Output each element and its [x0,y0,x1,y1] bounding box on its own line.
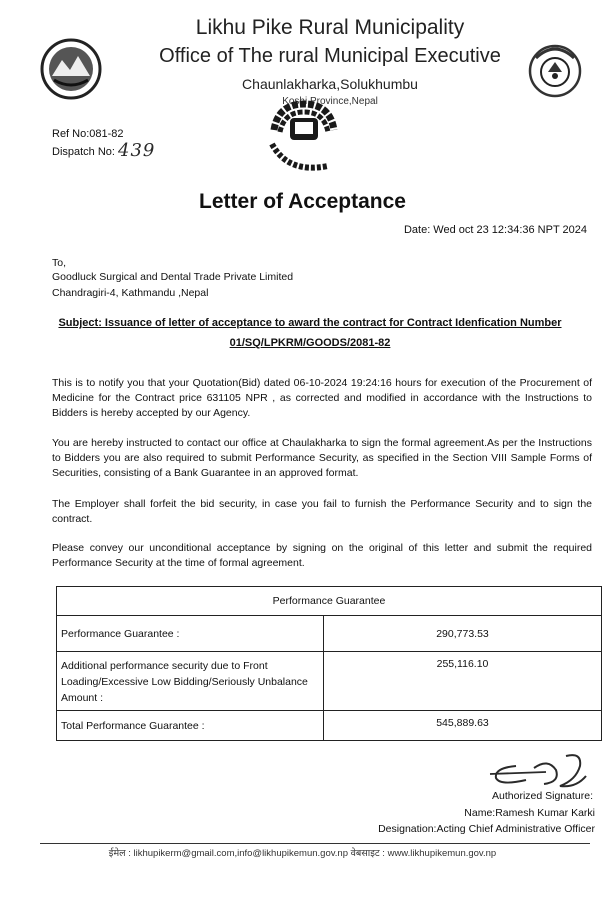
signatory-designation: Designation:Acting Chief Administrative Officer [378,823,595,835]
municipal-emblem-icon [40,38,102,100]
province-line: Koshi Province,Nepal [282,96,378,107]
signatory-name: Name:Ramesh Kumar Karki [464,807,595,819]
table-row [57,711,602,741]
letter-date: Date: Wed oct 23 12:34:36 NPT 2024 [403,224,587,236]
dispatch-number: 439 [118,140,156,161]
office-name: Office of The rural Municipal Executive [159,45,501,67]
row-value: 545,889.63 [324,711,602,741]
dispatch-label: Dispatch No: [52,146,115,158]
row-label: Additional performance security due to Front Loading/Excessive Low Bidding/Seriously Unbalance Amount : [57,652,324,711]
paragraph-acceptance: Please convey our unconditional acceptance by signing on the original of this letter and submit the required Performance Security at the time of formal agreement. [52,542,592,569]
table-row [57,616,602,652]
paragraph-instruction: You are hereby instructed to contact our office at Chaulakharka to sign the formal agreement.As per the Instructions to Bidders you are also required to submit Performance Security, as specified in the Section VIII Sample Forms of Securities, consisting of a Bank Guarantee in an approved format. [52,437,592,479]
authorized-signature-label: Authorized Signature: [492,790,593,802]
subject-line-1: Subject: Issuance of letter of acceptance to award the contract for Contract Idenfication Number [58,317,562,329]
footer-divider [40,843,590,844]
nepal-emblem-icon [526,38,584,100]
subject [40,313,580,353]
office-stamp-icon [268,100,340,178]
recipient-to: To, [52,257,67,269]
letter-title: Letter of Acceptance [199,190,406,213]
row-value: 255,116.10 [324,652,602,711]
row-value: 290,773.53 [324,616,602,652]
footer-contact: ईमेल : likhupikerm@gmail.com,info@likhupikemun.gov.np वेबसाइट : www.likhupikemun.gov.np [108,848,497,859]
row-label: Performance Guarantee : [57,616,324,652]
municipality-name: Likhu Pike Rural Municipality [195,16,465,39]
table-heading: Performance Guarantee [57,587,602,616]
ref-number: Ref No:081-82 [52,128,124,140]
recipient-address: Chandragiri-4, Kathmandu ,Nepal [52,287,209,299]
performance-guarantee-table [56,586,602,741]
office-address: Chaunlakharka,Solukhumbu [242,76,418,92]
table-row [57,652,602,711]
paragraph-notification: This is to notify you that your Quotation(Bid) dated 06-10-2024 19:24:16 hours for execution of the Procurement of Medicine for the Contract price 631105 NPR , as corrected and modified in accordance with the Instructions to Bidders is hereby accepted by our Agency. [52,377,592,419]
table-header-row [57,587,602,616]
subject-line-2: 01/SQ/LPKRM/GOODS/2081-82 [229,337,391,349]
row-label: Total Performance Guarantee : [57,711,324,741]
recipient-name: Goodluck Surgical and Dental Trade Private Limited [52,271,294,283]
paragraph-forfeit: The Employer shall forfeit the bid security, in case you fail to furnish the Performance Security and to sign the contract. [52,498,592,525]
